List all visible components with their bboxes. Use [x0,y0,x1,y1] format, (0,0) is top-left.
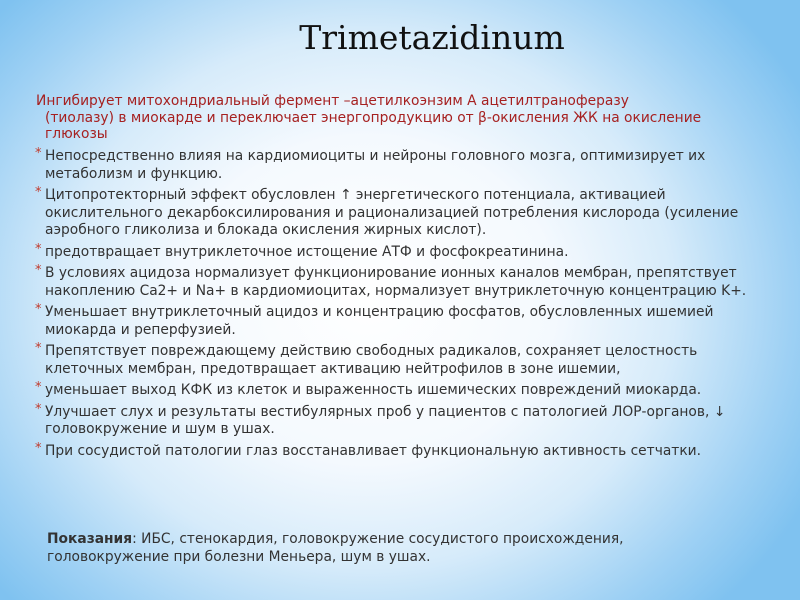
list-item [35,401,770,439]
list-item [35,241,770,262]
bullet-marker-icon: * [35,302,42,317]
intro-line-2: (тиолазу) в миокарде и переключает энергопродукцию от β-окисления ЖК на окисление глюкозы [45,109,702,142]
list-item [35,265,770,300]
slide-title: Trimetazidinum [299,18,565,57]
intro-line-1: Ингибирует митохондриальный фермент –ацетилкоэнзим А ацетилтранoферазу [36,93,629,109]
list-item [35,343,770,378]
bullet-marker-icon: * [35,146,42,161]
bullet-marker-icon: * [35,241,42,257]
list-item-text: В условиях ацидоза нормализует функционирование ионных каналов мембран, препятствует накоплению Ca2+ и Na+ в кардиомиоцитах, нормализует внутриклеточную концентрацию K+. [45,265,747,299]
list-item-text: Препятствует повреждающему действию свободных радикалов, сохраняет целостность клеточных мембран, предотвращает активацию нейтрофилов в зоне ишемии, [45,343,698,377]
indications-paragraph [47,530,747,566]
list-item [35,187,770,240]
bullet-marker-icon: * [35,263,42,278]
list-item-text: При сосудистой патологии глаз восстанавливает функциональную активность сетчатки. [45,442,702,459]
bullet-marker-icon: * [35,341,42,356]
bullet-marker-icon: * [35,401,42,417]
indications-label: Показания [47,531,133,547]
bullet-marker-icon: * [35,440,42,456]
list-item [35,440,770,461]
list-item-text: Цитопротекторный эффект обусловлен ↑ энергетического потенциала, активацией окислительного декарбоксилирования и рационализацией потребления кислорода (усиление аэробного гликолиза и блокада окисления жирных кислот). [45,187,739,238]
list-item [35,304,770,339]
indications-text: : ИБС, стенокардия, головокружение сосудистого происхождения, головокружение при болезни Меньера, шум в ушах. [47,531,624,565]
bullet-marker-icon: * [35,185,42,200]
list-item-text: уменьшает выход КФК из клеток и выраженность ишемических повреждений миокарда. [45,382,702,398]
bullet-marker-icon: * [35,380,42,395]
intro-paragraph [36,93,756,143]
list-item-text: Непосредственно влияя на кардиомиоциты и нейроны головного мозга, оптимизирует их метаболизм и функцию. [45,148,706,182]
list-item [35,382,770,400]
bullet-list [35,148,770,464]
list-item-text: Улучшает слух и результаты вестибулярных проб у пациентов с патологией ЛОР-органов, ↓ головокружение и шум в ушах. [45,403,726,437]
list-item-text: Уменьшает внутриклеточный ацидоз и концентрацию фосфатов, обусловленных ишемией миокарда и реперфузией. [45,304,714,338]
list-item-text: предотвращает внутриклеточное истощение АТФ и фосфокреатинина. [45,243,569,260]
list-item [35,148,770,183]
